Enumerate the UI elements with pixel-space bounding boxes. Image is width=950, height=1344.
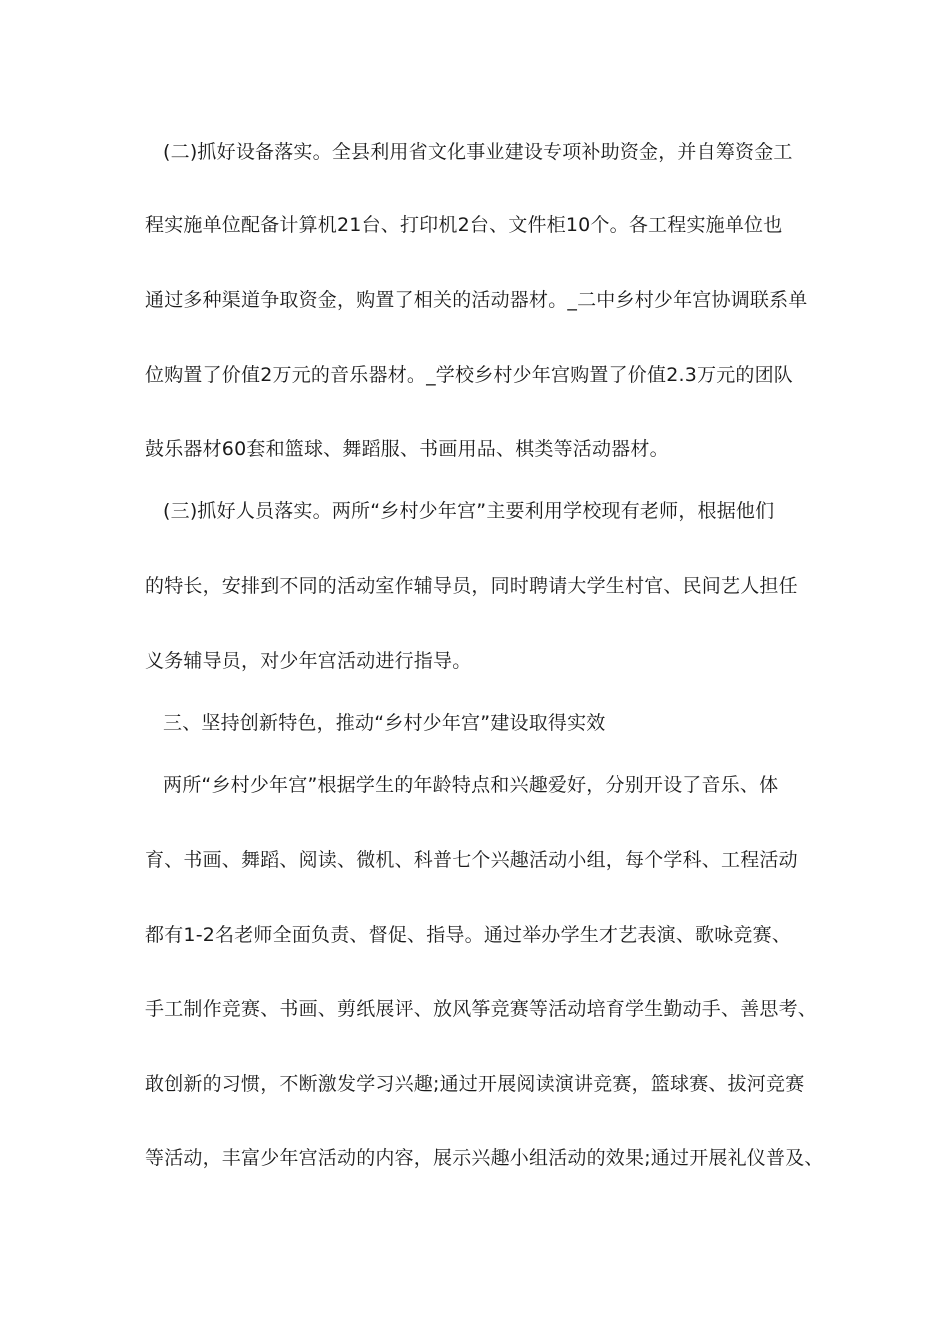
paragraph-line: (三)抓好人员落实。两所“乡村少年宫”主要利用学校现有老师，根据他们 [163,500,775,522]
paragraph-line: 手工制作竞赛、书画、剪纸展评、放风筝竞赛等活动培育学生勤动手、善思考、 [145,998,818,1020]
paragraph-line: 育、书画、舞蹈、阅读、微机、科普七个兴趣活动小组，每个学科、工程活动 [145,849,798,871]
paragraph-line: 程实施单位配备计算机21台、打印机2台、文件柜10个。各工程实施单位也 [145,214,783,236]
paragraph-line: 通过多种渠道争取资金，购置了相关的活动器材。_二中乡村少年宫协调联系单 [145,289,808,311]
paragraph-line: 义务辅导员，对少年宫活动进行指导。 [145,650,472,672]
paragraph-line: 等活动，丰富少年宫活动的内容，展示兴趣小组活动的效果;通过开展礼仪普及、 [145,1147,824,1169]
paragraph-line: 鼓乐器材60套和篮球、舞蹈服、书画用品、棋类等活动器材。 [145,438,669,460]
paragraph-line: 都有1-2名老师全面负责、督促、指导。通过举办学生才艺表演、歌咏竞赛、 [145,924,792,946]
paragraph-line: (二)抓好设备落实。全县利用省文化事业建设专项补助资金，并自筹资金工 [163,141,793,163]
paragraph-line: 的特长，安排到不同的活动室作辅导员，同时聘请大学生村官、民间艺人担任 [145,575,798,597]
section-heading: 三、坚持创新特色，推动“乡村少年宫”建设取得实效 [163,712,606,734]
paragraph-line: 位购置了价值2万元的音乐器材。_学校乡村少年宫购置了价值2.3万元的团队 [145,364,794,386]
paragraph-line: 敢创新的习惯，不断激发学习兴趣;通过开展阅读演讲竞赛，篮球赛、拔河竞赛 [145,1073,805,1095]
paragraph-line: 两所“乡村少年宫”根据学生的年龄特点和兴趣爱好，分别开设了音乐、体 [163,774,779,796]
